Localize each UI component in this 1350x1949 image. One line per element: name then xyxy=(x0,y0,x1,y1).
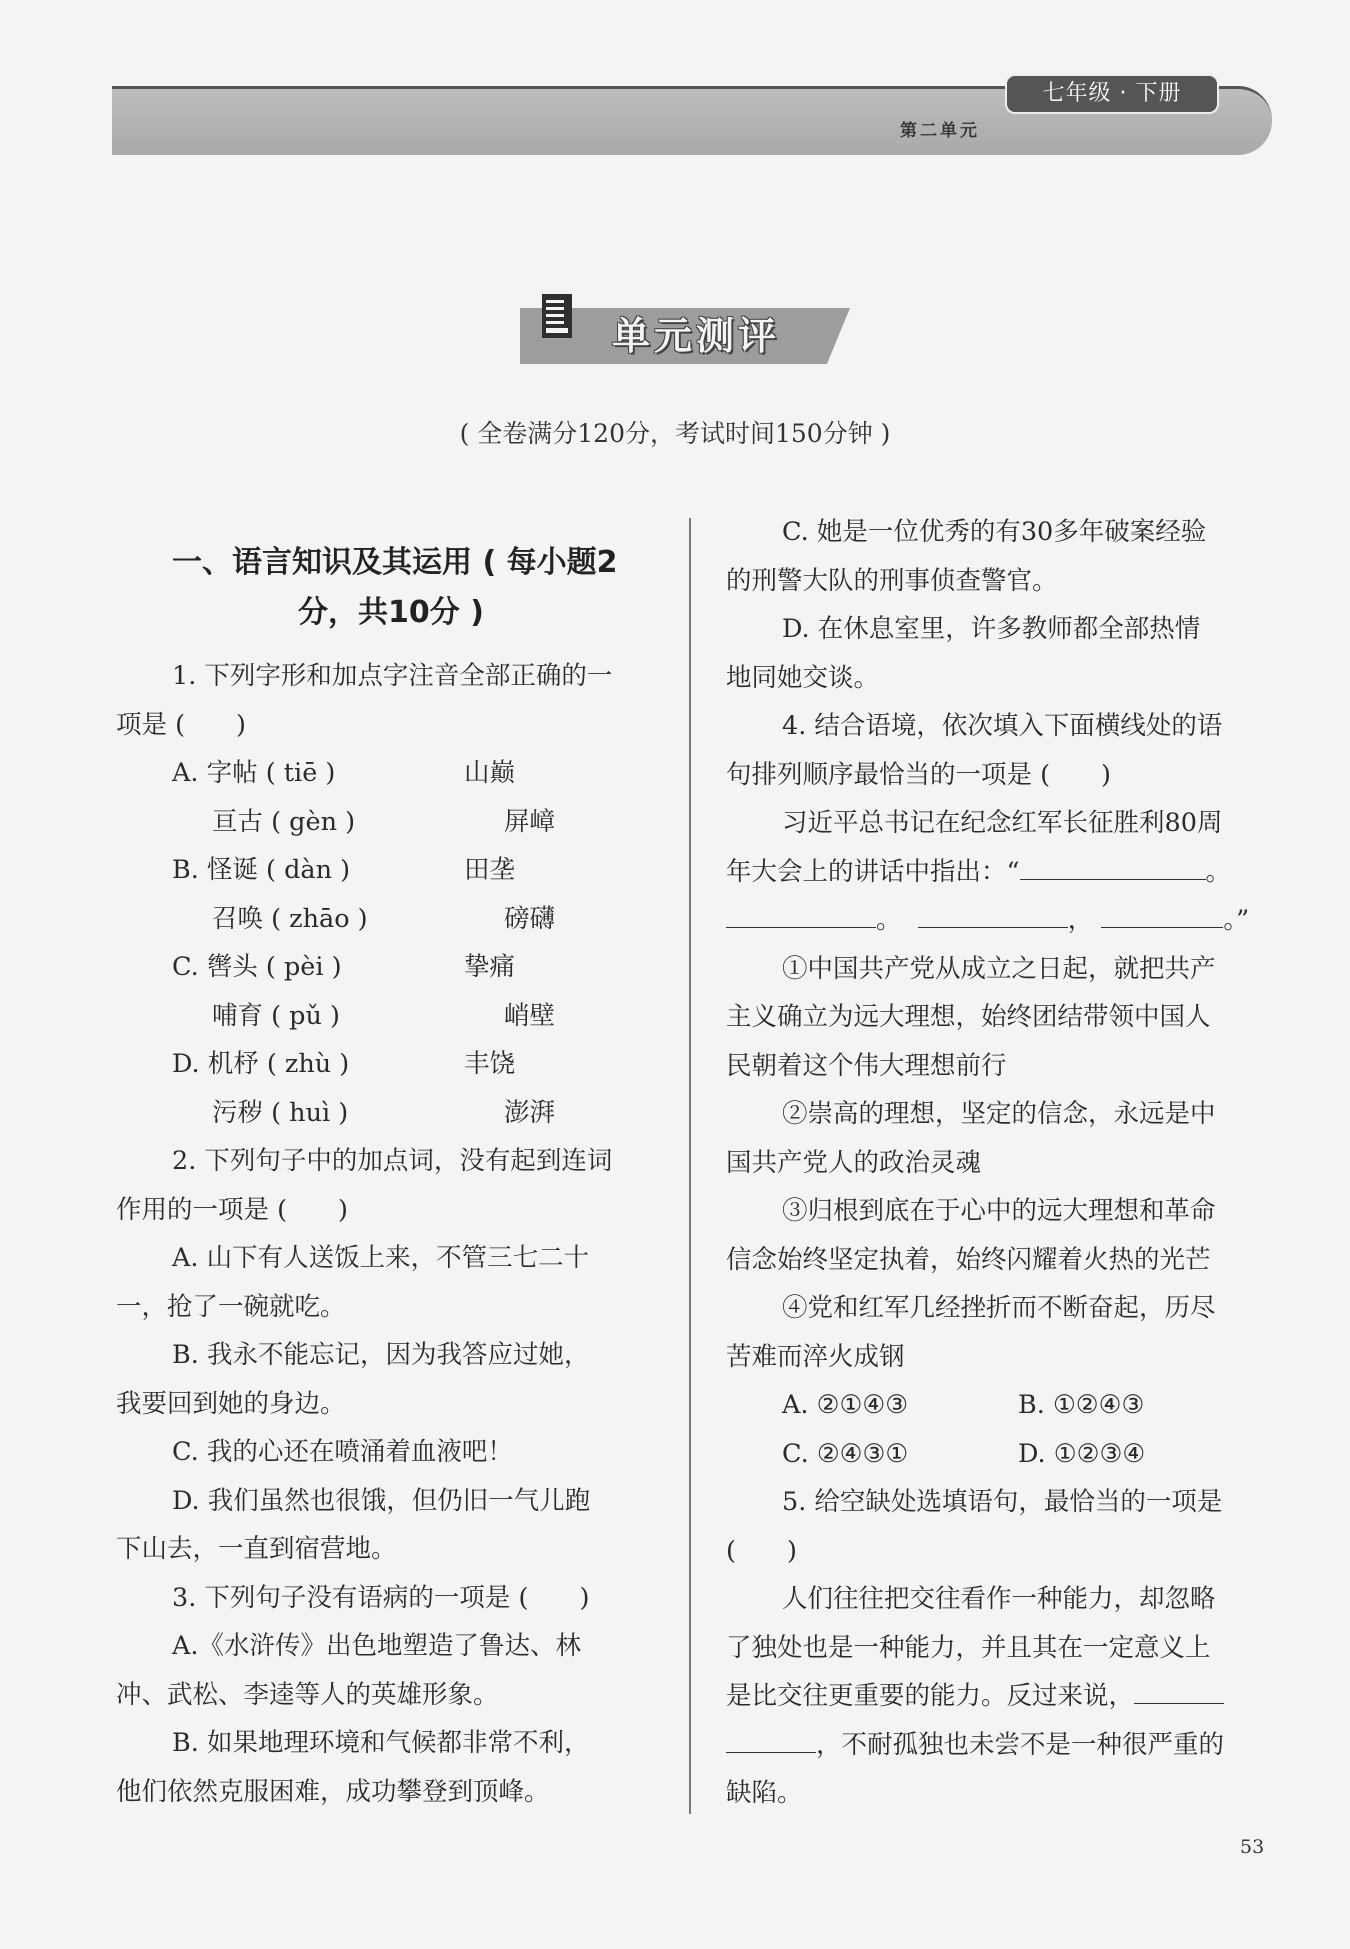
answer-blank[interactable] xyxy=(1020,849,1206,880)
q5-text-cont: ，不耐孤独也未尝不是一种很严重的 xyxy=(726,1721,1266,1770)
exam-info: ( 全卷满分120分，考试时间150分钟 ) xyxy=(459,419,891,448)
right-column xyxy=(726,508,1266,1818)
q4-sentence-3: ③归根到底在于心中的远大理想和革命 xyxy=(782,1196,1216,1226)
q2-option-b-cont: 我要回到她的身边。 xyxy=(116,1388,346,1419)
q4-sentence-2: ②崇高的理想，坚定的信念，永远是中 xyxy=(782,1099,1216,1129)
q3-option-c: C. 她是一位优秀的有30多年破案经验 xyxy=(782,517,1207,547)
q5-text: 人们往往把交往看作一种能力，却忽略 xyxy=(782,1584,1216,1614)
q5-text-cont: 了独处也是一种能力，并且其在一定意义上 xyxy=(726,1632,1211,1663)
q3-stem: 3. 下列句子没有语病的一项是 ( ) xyxy=(172,1582,590,1613)
q3-option-a: A.《水浒传》出色地塑造了鲁达、林 xyxy=(172,1631,582,1661)
q2-option-a-cont: 一，抢了一碗就吃。 xyxy=(116,1291,346,1322)
left-column xyxy=(116,508,656,1816)
q4-sentence-1-cont: 主义确立为远大理想，始终团结带领中国人 xyxy=(726,1002,1211,1032)
q1-stem: 1. 下列字形和加点字注音全部正确的一 xyxy=(172,661,613,691)
q1-option-row: 召唤 ( zhāo ) 磅礴 xyxy=(212,903,556,934)
q2-option-c: C. 我的心还在喷涌着血液吧！ xyxy=(172,1437,513,1467)
q4-stem-cont: 句排列顺序最恰当的一项是 ( ) xyxy=(726,759,1112,790)
answer-blank[interactable] xyxy=(918,897,1068,928)
q1-option-row: 污秽 ( huì ) 澎湃 xyxy=(212,1097,556,1128)
q1-option-row: A. 字帖 ( tiē ) 山巅 xyxy=(172,758,516,788)
section-title: 一、语言知识及其运用 ( 每小题2 分，共10分 ) xyxy=(172,545,618,630)
answer-blank[interactable] xyxy=(1134,1673,1224,1704)
q3-option-c-cont: 的刑警大队的刑事侦查警官。 xyxy=(726,565,1058,596)
q1-option-row: 哺育 ( pǔ ) 峭壁 xyxy=(212,1000,556,1031)
q4-sentence-3-cont: 信念始终坚定执着，始终闪耀着火热的光芒 xyxy=(726,1244,1211,1275)
q2-option-d: D. 我们虽然也很饿，但仍旧一气儿跑 xyxy=(172,1485,591,1516)
q3-option-a-cont: 冲、武松、李逵等人的英雄形象。 xyxy=(116,1679,499,1710)
q4-sentence-2-cont: 国共产党人的政治灵魂 xyxy=(726,1147,982,1178)
q4-stem: 4. 结合语境，依次填入下面横线处的语 xyxy=(782,711,1223,741)
q4-context-blanks: 。 ， 。” xyxy=(726,896,1266,945)
document-icon xyxy=(540,292,576,340)
q3-option-b: B. 如果地理环境和气候都非常不利， xyxy=(172,1728,590,1758)
q4-context: 习近平总书记在纪念红军长征胜利80周 xyxy=(782,808,1223,838)
q3-option-d: D. 在休息室里，许多教师都全部热情 xyxy=(782,614,1201,644)
unit-label: 第二单元 xyxy=(900,121,980,141)
q4-sentence-1: ①中国共产党从成立之日起，就把共产 xyxy=(782,953,1216,984)
q1-option-row: B. 怪诞 ( dàn ) 田垄 xyxy=(172,855,516,885)
q4-choices: A. ②①④③ B. ①②④③ xyxy=(782,1390,1145,1420)
q2-stem-cont: 作用的一项是 ( ) xyxy=(116,1194,349,1225)
answer-blank[interactable] xyxy=(726,897,876,928)
q4-sentence-4: ④党和红军几经挫折而不断奋起，历尽 xyxy=(782,1293,1216,1323)
q1-options xyxy=(116,749,656,1137)
q1-option-row: C. 辔头 ( pèi ) 挚痛 xyxy=(172,952,516,982)
q3-option-b-cont: 他们依然克服困难，成功攀登到顶峰。 xyxy=(116,1776,550,1807)
column-divider xyxy=(689,518,691,1814)
q1-option-row: 亘古 ( gèn ) 屏嶂 xyxy=(212,806,556,837)
page-number: 53 xyxy=(1240,1836,1265,1858)
answer-blank[interactable] xyxy=(726,1722,816,1753)
q5-text-cont: 是比交往更重要的能力。反过来说， xyxy=(726,1672,1266,1721)
q5-stem: 5. 给空缺处选填语句，最恰当的一项是 xyxy=(782,1487,1223,1517)
q1-option-row: D. 机杼 ( zhù ) 丰饶 xyxy=(172,1049,516,1079)
q2-option-d-cont: 下山去，一直到宿营地。 xyxy=(116,1534,397,1564)
q4-sentence-1-cont: 民朝着这个伟大理想前行 xyxy=(726,1050,1007,1081)
answer-blank[interactable] xyxy=(1101,897,1223,928)
q1-stem-cont: 项是 ( ) xyxy=(116,709,247,740)
banner-title: 单元测评 xyxy=(612,314,781,358)
q4-sentence-4-cont: 苦难而淬火成钢 xyxy=(726,1341,905,1372)
q4-context-cont: 年大会上的讲话中指出：“ 。 xyxy=(726,848,1266,897)
section-banner xyxy=(520,300,850,364)
q5-stem-cont: ( ) xyxy=(726,1535,797,1566)
q3-option-d-cont: 地同她交谈。 xyxy=(726,662,880,693)
q2-option-b: B. 我永不能忘记，因为我答应过她， xyxy=(172,1340,590,1370)
grade-label: 七年级 · 下册 xyxy=(1005,74,1219,114)
q2-option-a: A. 山下有人送饭上来，不管三七二十 xyxy=(172,1243,590,1273)
q5-text-cont: 缺陷。 xyxy=(726,1778,803,1808)
q4-choices: C. ②④③① D. ①②③④ xyxy=(782,1438,1146,1469)
q2-stem: 2. 下列句子中的加点词，没有起到连词 xyxy=(172,1146,613,1176)
